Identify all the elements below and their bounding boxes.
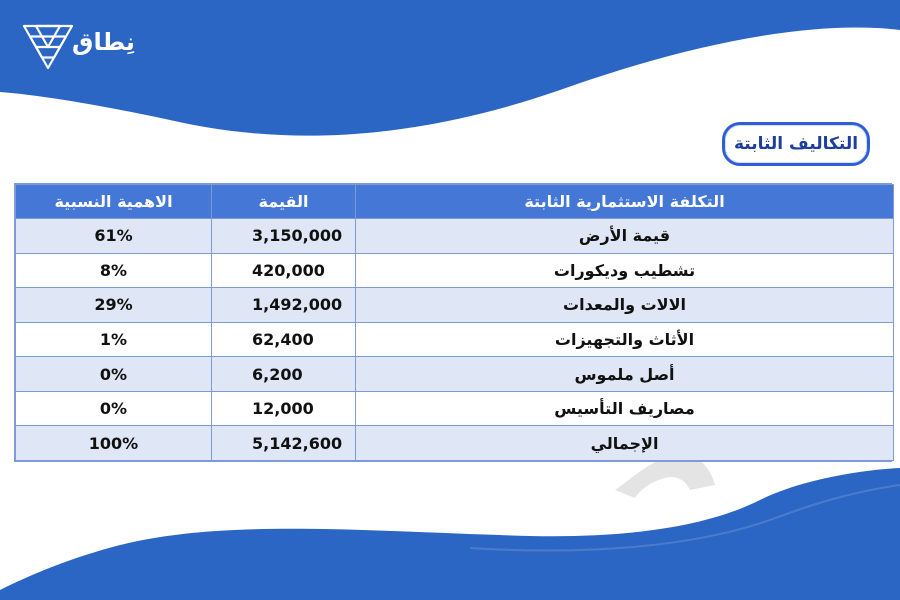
cell-share: 0%: [16, 391, 212, 426]
cell-share: 61%: [16, 219, 212, 254]
cell-item: مصاريف التأسيس: [356, 391, 894, 426]
triangle-lattice-icon: [20, 18, 80, 74]
section-title-badge: [722, 122, 870, 166]
table-row: [16, 253, 894, 288]
table-row: [16, 391, 894, 426]
cell-item: قيمة الأرض: [356, 219, 894, 254]
cell-share: 100%: [16, 426, 212, 461]
table-row: [16, 322, 894, 357]
table-row: [16, 219, 894, 254]
cell-item: تشطيب وديكورات: [356, 253, 894, 288]
fixed-costs-table: [14, 183, 892, 462]
cell-item: الالات والمعدات: [356, 288, 894, 323]
section-title: التكاليف الثابتة: [733, 134, 859, 154]
cell-value: 12,000: [212, 391, 356, 426]
cell-value: 5,142,600: [212, 426, 356, 461]
cell-value: 1,492,000: [212, 288, 356, 323]
cell-share: 1%: [16, 322, 212, 357]
cost-table: [15, 184, 894, 461]
cell-share: 0%: [16, 357, 212, 392]
cell-item: الأثاث والتجهيزات: [356, 322, 894, 357]
cell-value: 420,000: [212, 253, 356, 288]
cell-item: الإجمالي: [356, 426, 894, 461]
header-value: القيمة: [212, 185, 356, 219]
cell-value: 62,400: [212, 322, 356, 357]
cell-value: 3,150,000: [212, 219, 356, 254]
table-row: [16, 357, 894, 392]
cell-share: 29%: [16, 288, 212, 323]
brand-name: نِطاق: [72, 28, 135, 56]
cell-share: 8%: [16, 253, 212, 288]
header-share: الاهمية النسبية: [16, 185, 212, 219]
table-row: [16, 288, 894, 323]
header-item: التكلفة الاستثمارية الثابتة: [356, 185, 894, 219]
cell-item: أصل ملموس: [356, 357, 894, 392]
cell-value: 6,200: [212, 357, 356, 392]
table-total-row: [16, 426, 894, 461]
table-header-row: [16, 185, 894, 219]
